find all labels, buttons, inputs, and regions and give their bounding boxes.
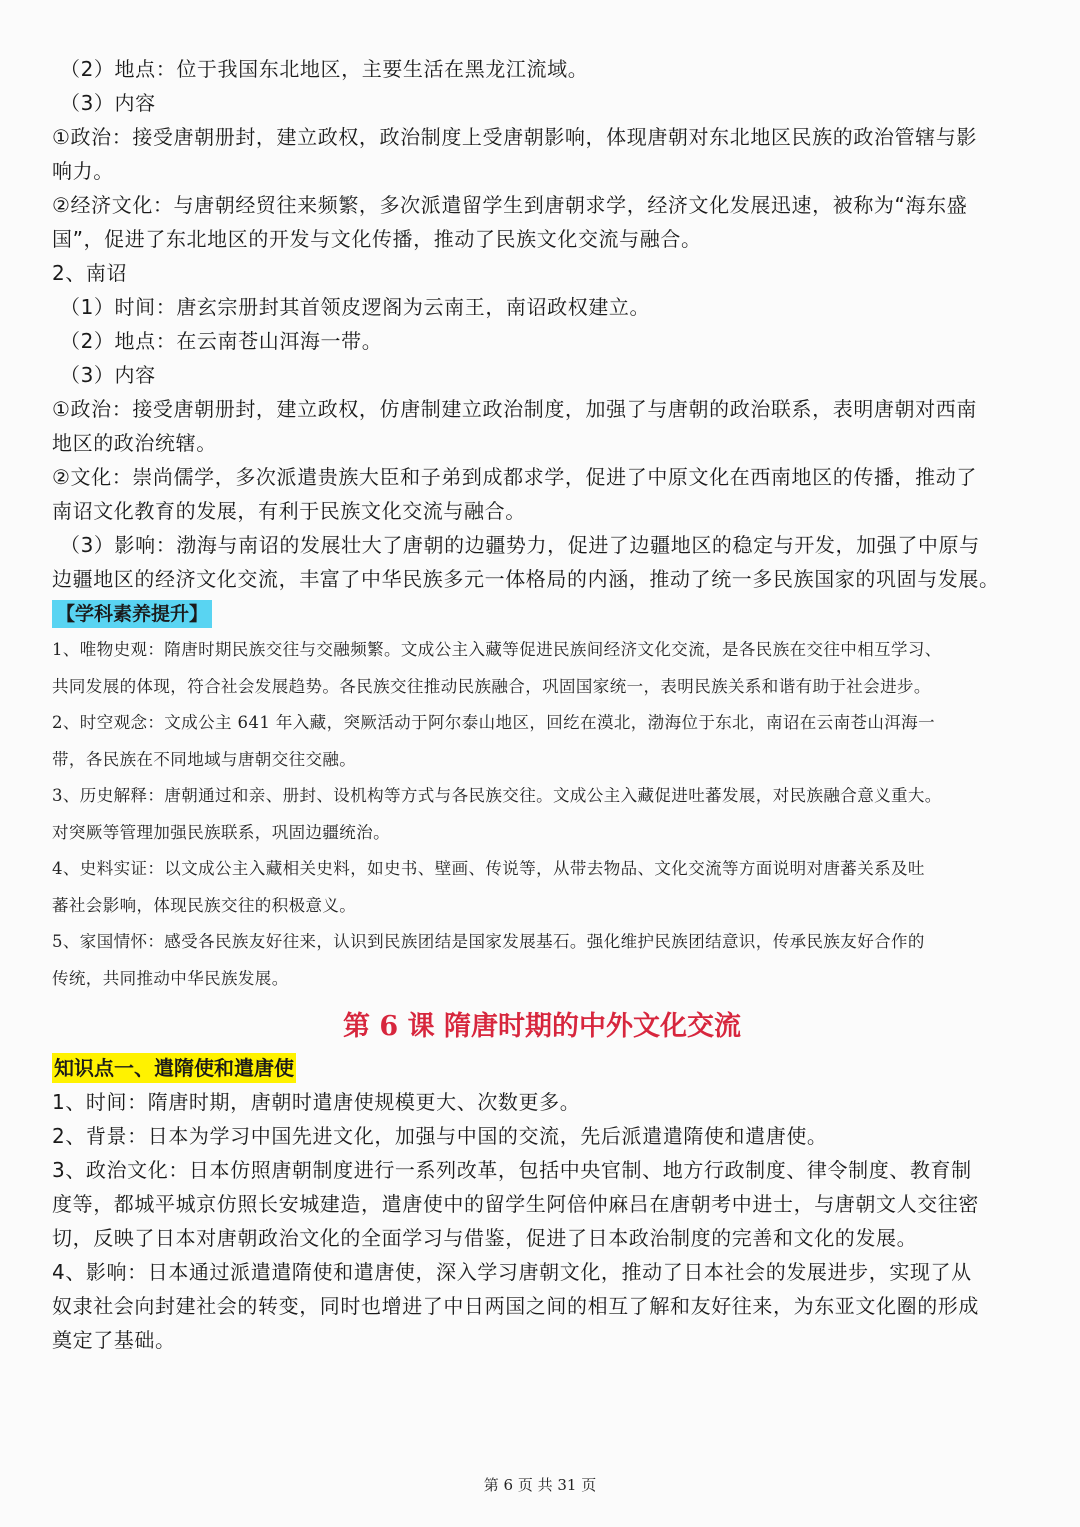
literacy-line: 1、唯物史观：隋唐时期民族交往与交融频繁。文成公主入藏等促进民族间经济文化交流，是各民族在交往中相互学习、 bbox=[52, 640, 942, 659]
text-line: 3、政治文化：日本仿照唐朝制度进行一系列改革，包括中央官制、地方行政制度、律令制度、教育制 bbox=[52, 1158, 972, 1182]
knowledge-section bbox=[52, 1051, 1032, 1357]
text-line: 1、时间：隋唐时期，唐朝时遣唐使规模更大、次数更多。 bbox=[52, 1090, 581, 1114]
literacy-line: 5、家国情怀：感受各民族友好往来，认识到民族团结是国家发展基石。强化维护民族团结意识，传承民族友好合作的 bbox=[52, 932, 925, 951]
text-line: ②文化：崇尚儒学，多次派遣贵族大臣和子弟到成都求学，促进了中原文化在西南地区的传播，推动了 bbox=[52, 465, 977, 489]
text-line: 边疆地区的经济文化交流，丰富了中华民族多元一体格局的内涵，推动了统一多民族国家的巩固与发展。 bbox=[52, 567, 1000, 591]
text-line: ①政治：接受唐朝册封，建立政权，政治制度上受唐朝影响，体现唐朝对东北地区民族的政治管辖与影 bbox=[52, 125, 977, 149]
text-line: ①政治：接受唐朝册封，建立政权，仿唐制建立政治制度，加强了与唐朝的政治联系，表明唐朝对西南 bbox=[52, 397, 977, 421]
text-line: 响力。 bbox=[52, 159, 114, 183]
literacy-line: 蕃社会影响，体现民族交往的积极意义。 bbox=[52, 895, 357, 915]
section-heading-nanzhao: 2、南诏 bbox=[52, 261, 128, 285]
text-line: 地区的政治统辖。 bbox=[52, 431, 217, 455]
text-line: ②经济文化：与唐朝经贸往来频繁，多次派遣留学生到唐朝求学，经济文化发展迅速，被称为“海东盛 bbox=[52, 193, 968, 217]
knowledge-heading: 知识点一、遣隋使和遣唐使 bbox=[52, 1053, 296, 1083]
text-line: （3）内容 bbox=[60, 91, 156, 115]
text-line: 奴隶社会向封建社会的转变，同时也增进了中日两国之间的相互了解和友好往来，为东亚文化圈的形成 bbox=[52, 1294, 979, 1318]
top-section bbox=[52, 52, 1032, 596]
text-line: 度等，都城平城京仿照长安城建造，遣唐使中的留学生阿倍仲麻吕在唐朝考中进士，与唐朝文人交往密 bbox=[52, 1192, 979, 1216]
literacy-line: 带，各民族在不同地域与唐朝交往交融。 bbox=[52, 749, 357, 769]
literacy-line: 共同发展的体现，符合社会发展趋势。各民族交往推动民族融合，巩固国家统一，表明民族关系和谐有助于社会进步。 bbox=[52, 676, 931, 696]
document-page bbox=[52, 52, 1032, 1357]
lesson-title: 第 6 课 隋唐时期的中外文化交流 bbox=[343, 1011, 741, 1042]
text-line: 国”，促进了东北地区的开发与文化传播，推动了民族文化交流与融合。 bbox=[52, 227, 702, 251]
literacy-line: 2、时空观念：文成公主 641 年入藏，突厥活动于阿尔泰山地区，回纥在漠北，渤海位于东北，南诏在云南苍山洱海一 bbox=[52, 713, 935, 732]
text-line: （3）影响：渤海与南诏的发展壮大了唐朝的边疆势力，促进了边疆地区的稳定与开发，加强了中原与 bbox=[60, 533, 980, 557]
text-line: （1）时间：唐玄宗册封其首领皮逻阁为云南王，南诏政权建立。 bbox=[60, 295, 651, 319]
text-line: 切，反映了日本对唐朝政治文化的全面学习与借鉴，促进了日本政治制度的完善和文化的发展。 bbox=[52, 1226, 918, 1250]
literacy-section bbox=[52, 596, 1032, 997]
text-line: （2）地点：在云南苍山洱海一带。 bbox=[60, 329, 383, 353]
literacy-heading: 【学科素养提升】 bbox=[52, 600, 212, 628]
page-footer: 第 6 页 共 31 页 bbox=[483, 1476, 597, 1494]
text-line: 南诏文化教育的发展，有利于民族文化交流与融合。 bbox=[52, 499, 526, 523]
literacy-line: 3、历史解释：唐朝通过和亲、册封、设机构等方式与各民族交往。文成公主入藏促进吐蕃发展，对民族融合意义重大。 bbox=[52, 786, 942, 805]
text-line: 4、影响：日本通过派遣遣隋使和遣唐使，深入学习唐朝文化，推动了日本社会的发展进步，实现了从 bbox=[52, 1260, 972, 1284]
literacy-line: 对突厥等管理加强民族联系，巩固边疆统治。 bbox=[52, 822, 390, 842]
text-line: （2）地点：位于我国东北地区，主要生活在黑龙江流域。 bbox=[60, 57, 589, 81]
text-line: 2、背景：日本为学习中国先进文化，加强与中国的交流，先后派遣遣隋使和遣唐使。 bbox=[52, 1124, 828, 1148]
literacy-line: 传统，共同推动中华民族发展。 bbox=[52, 968, 289, 988]
text-line: （3）内容 bbox=[60, 363, 156, 387]
literacy-line: 4、史料实证：以文成公主入藏相关史料，如史书、壁画、传说等，从带去物品、文化交流等方面说明对唐蕃关系及吐 bbox=[52, 859, 925, 878]
text-line: 奠定了基础。 bbox=[52, 1328, 176, 1352]
